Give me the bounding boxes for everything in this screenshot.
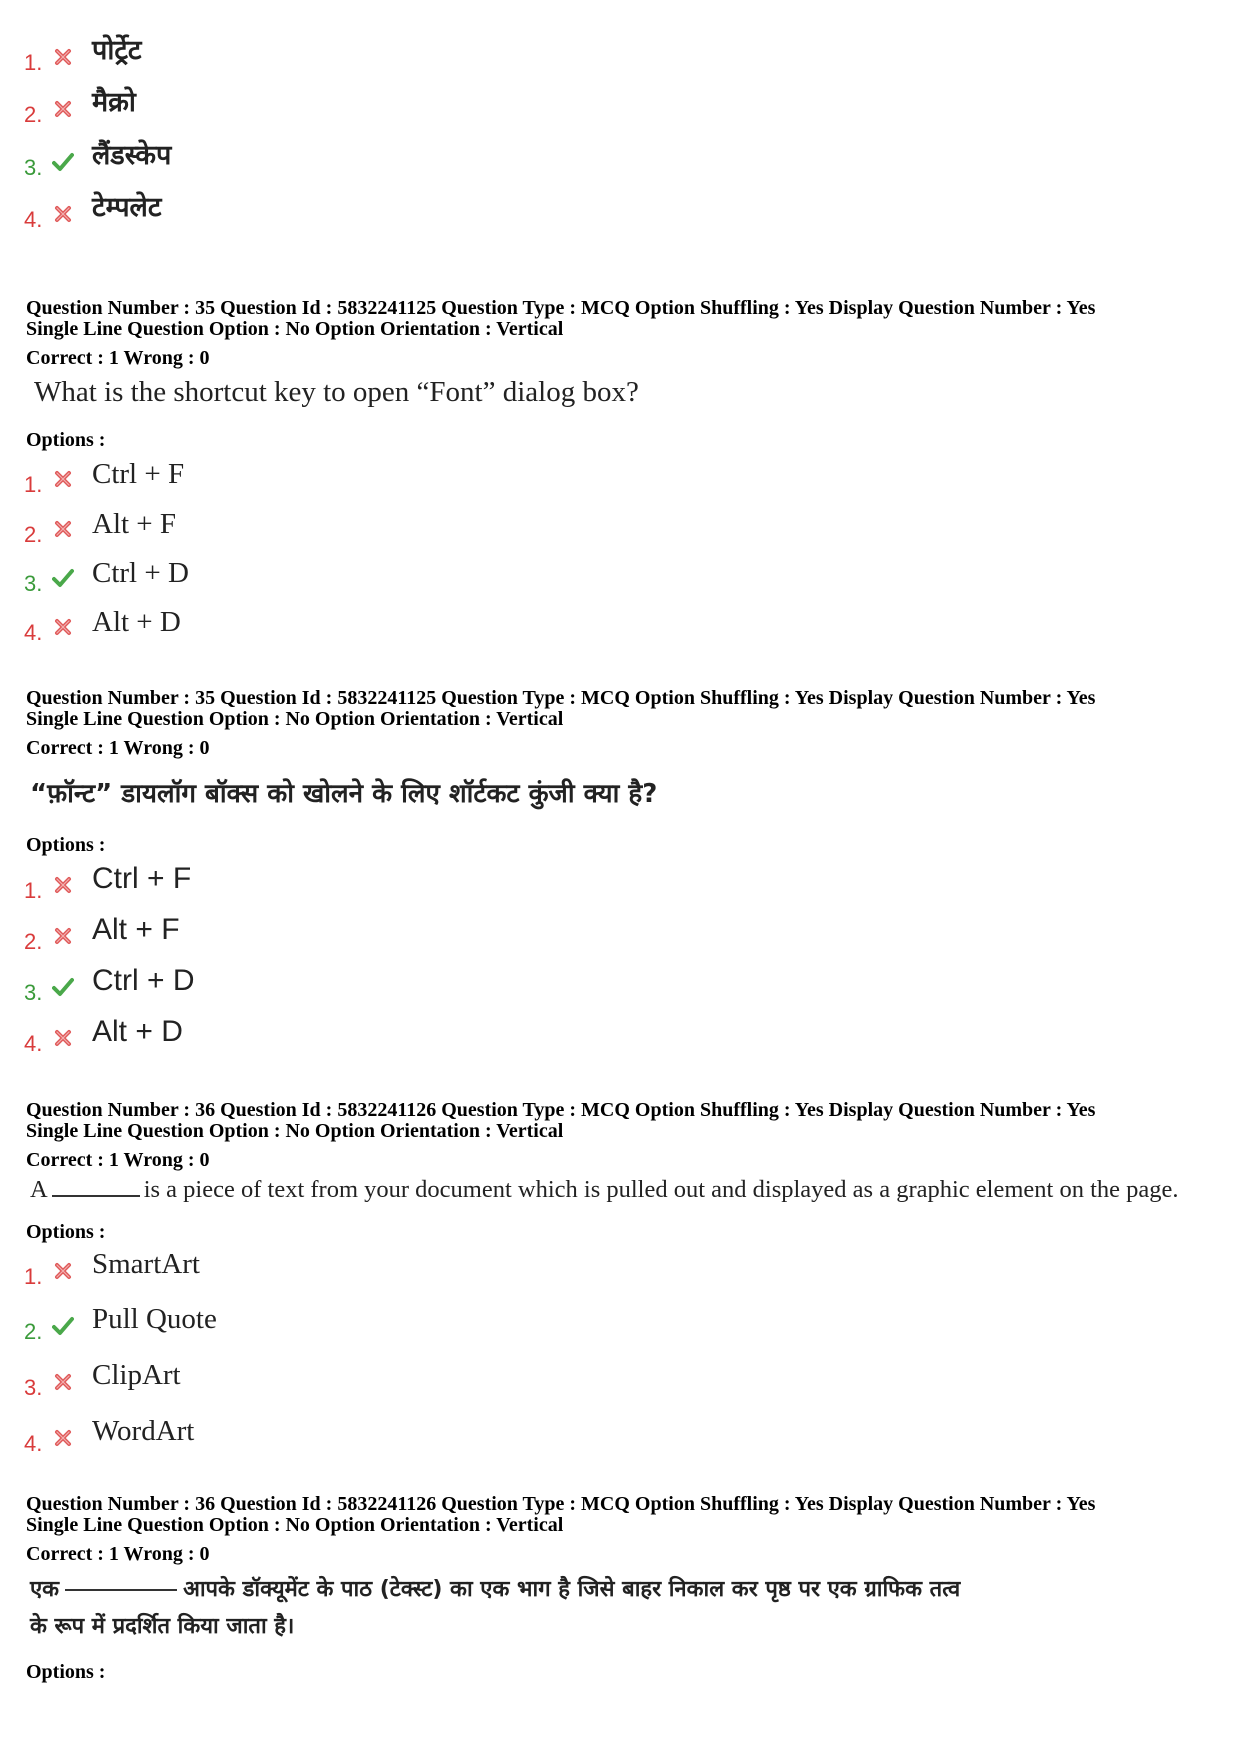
option-text: WordArt	[92, 1415, 195, 1447]
answer-blank	[52, 1195, 140, 1197]
question-meta-2: Single Line Question Option : No Option Orientation : Vertical	[26, 708, 564, 730]
option-number: 4.	[24, 1031, 43, 1056]
option-number: 2.	[24, 102, 43, 127]
option-number: 3.	[24, 155, 43, 180]
option-text: Ctrl + D	[92, 964, 195, 997]
check-icon	[52, 567, 74, 589]
question-meta-2: Single Line Question Option : No Option Orientation : Vertical	[26, 1514, 564, 1536]
option-text: SmartArt	[92, 1248, 200, 1280]
cross-icon	[52, 468, 74, 490]
answer-blank	[65, 1589, 177, 1591]
list-item	[0, 964, 1000, 1008]
cross-icon	[52, 203, 74, 225]
list-item	[0, 192, 1000, 235]
cross-icon	[52, 518, 74, 540]
question-text-end: is a piece of text from your document which is pulled out and displayed as a graphic element on the page.	[143, 1176, 1179, 1203]
question-meta: Question Number : 35 Question Id : 5832241125 Question Type : MCQ Option Shuffling : Yes Display Question Number : Yes	[26, 297, 1096, 319]
question-text-line-2: के रूप में प्रदर्शित किया जाता है।	[30, 1614, 295, 1639]
option-text: टेम्पलेट	[92, 192, 162, 223]
list-item	[0, 35, 1000, 78]
cross-icon	[52, 1427, 74, 1449]
option-number: 1.	[24, 1264, 43, 1289]
list-item	[0, 608, 1000, 648]
option-number: 4.	[24, 207, 43, 232]
list-item	[0, 1248, 1000, 1292]
question-meta: Question Number : 35 Question Id : 5832241125 Question Type : MCQ Option Shuffling : Yes Display Question Number : Yes	[26, 687, 1096, 709]
option-text: ClipArt	[92, 1359, 181, 1391]
option-text: Alt + F	[92, 913, 180, 946]
option-text: Ctrl + F	[92, 458, 185, 490]
option-text: Alt + D	[92, 1015, 183, 1048]
option-number: 3.	[24, 980, 43, 1005]
check-icon	[52, 1315, 74, 1337]
cross-icon	[52, 925, 74, 947]
option-text: Pull Quote	[92, 1303, 217, 1335]
option-number: 3.	[24, 1375, 43, 1400]
cross-icon	[52, 98, 74, 120]
question-meta-2: Single Line Question Option : No Option Orientation : Vertical	[26, 1120, 564, 1142]
list-item	[0, 1359, 1000, 1403]
list-item	[0, 913, 1000, 957]
option-text: मैक्रो	[92, 87, 136, 118]
option-text: लैंडस्केप	[92, 140, 172, 171]
option-number: 4.	[24, 620, 43, 645]
question-text: “फ़ॉन्ट” डायलॉग बॉक्स को खोलने के लिए शॉर्टकट कुंजी क्या है?	[30, 779, 658, 809]
option-text: Ctrl + D	[92, 557, 189, 589]
question-meta: Question Number : 36 Question Id : 5832241126 Question Type : MCQ Option Shuffling : Yes Display Question Number : Yes	[26, 1099, 1096, 1121]
question-text-line-1	[30, 1573, 960, 1603]
option-text: Ctrl + F	[92, 862, 192, 895]
list-item	[0, 510, 1000, 550]
cross-icon	[52, 1371, 74, 1393]
check-icon	[52, 976, 74, 998]
list-item	[0, 1415, 1000, 1459]
cross-icon	[52, 616, 74, 638]
list-item	[0, 140, 1000, 183]
option-number: 3.	[24, 571, 43, 596]
question-meta: Question Number : 36 Question Id : 5832241126 Question Type : MCQ Option Shuffling : Yes Display Question Number : Yes	[26, 1493, 1096, 1515]
question-text: What is the shortcut key to open “Font” dialog box?	[34, 376, 639, 408]
options-label: Options :	[26, 429, 106, 451]
options-label: Options :	[26, 834, 106, 856]
score-line: Correct : 1 Wrong : 0	[26, 1149, 210, 1171]
list-item	[0, 460, 1000, 500]
option-number: 2.	[24, 522, 43, 547]
option-number: 1.	[24, 472, 43, 497]
list-item	[0, 862, 1000, 906]
score-line: Correct : 1 Wrong : 0	[26, 1543, 210, 1565]
list-item	[0, 1303, 1000, 1347]
question-text-start: एक	[30, 1577, 60, 1602]
score-line: Correct : 1 Wrong : 0	[26, 347, 210, 369]
score-line: Correct : 1 Wrong : 0	[26, 737, 210, 759]
option-number: 2.	[24, 929, 43, 954]
option-text: Alt + F	[92, 508, 177, 540]
options-label: Options :	[26, 1661, 106, 1683]
option-number: 2.	[24, 1319, 43, 1344]
question-meta-2: Single Line Question Option : No Option Orientation : Vertical	[26, 318, 564, 340]
cross-icon	[52, 874, 74, 896]
list-item	[0, 87, 1000, 130]
cross-icon	[52, 1260, 74, 1282]
option-number: 1.	[24, 878, 43, 903]
option-text: पोर्ट्रेट	[92, 35, 142, 66]
question-text-start: A	[30, 1176, 48, 1203]
list-item	[0, 1015, 1000, 1059]
cross-icon	[52, 46, 74, 68]
check-icon	[52, 151, 74, 173]
cross-icon	[52, 1027, 74, 1049]
options-label: Options :	[26, 1221, 106, 1243]
option-text: Alt + D	[92, 606, 181, 638]
option-number: 4.	[24, 1431, 43, 1456]
question-text-end: आपके डॉक्यूमेंट के पाठ (टेक्स्ट) का एक भाग है जिसे बाहर निकाल कर पृष्ठ पर एक ग्राफिक तत्व	[183, 1577, 961, 1602]
question-text	[30, 1176, 1179, 1204]
option-number: 1.	[24, 50, 43, 75]
list-item	[0, 559, 1000, 599]
